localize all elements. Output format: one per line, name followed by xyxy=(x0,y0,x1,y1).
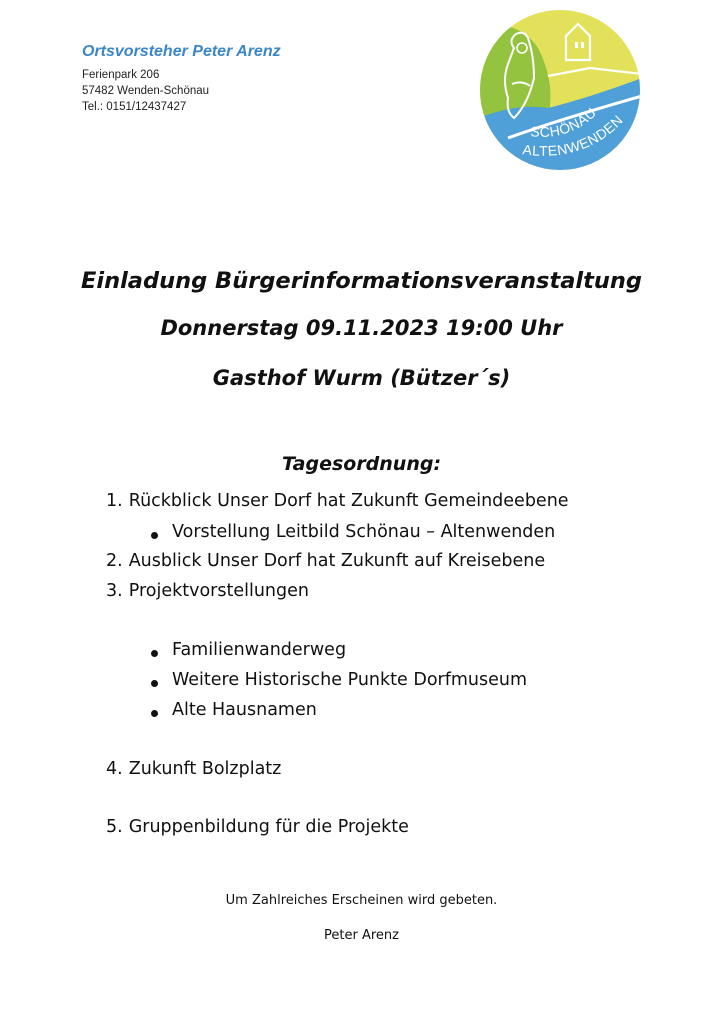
agenda-item-number: 3. xyxy=(106,581,123,601)
logo-text-2: ALTENWENDEN xyxy=(521,111,626,159)
agenda-item-text: Projektvorstellungen xyxy=(128,581,309,601)
bullet-icon xyxy=(151,532,158,539)
invitation-title: Einladung Bürgerinformationsveranstaltung xyxy=(80,268,642,294)
agenda-item-1 xyxy=(106,491,569,511)
closing-request: Um Zahlreiches Erscheinen wird gebeten. xyxy=(225,893,498,908)
agenda-item-number: 2. xyxy=(106,551,123,571)
agenda-item-5 xyxy=(106,817,409,837)
agenda-item-number: 5. xyxy=(106,817,123,837)
agenda-item-text: Gruppenbildung für die Projekte xyxy=(128,817,409,837)
sender-name: Ortsvorsteher Peter Arenz xyxy=(82,43,281,60)
event-venue: Gasthof Wurm (Bützer´s) xyxy=(212,366,511,390)
sender-block xyxy=(82,43,281,115)
agenda-item-text: Rückblick Unser Dorf hat Zukunft Gemeindeebene xyxy=(128,491,569,511)
sender-phone: Tel.: 0151/12437427 xyxy=(82,101,187,113)
agenda-item-text: Zukunft Bolzplatz xyxy=(128,759,282,779)
agenda-item-4 xyxy=(106,759,281,779)
agenda-subitem: Vorstellung Leitbild Schönau – Altenwenden xyxy=(172,522,556,542)
agenda-subitem: Familienwanderweg xyxy=(172,640,347,660)
agenda-item-2 xyxy=(106,551,545,571)
village-logo xyxy=(478,8,642,172)
agenda-item-text: Ausblick Unser Dorf hat Zukunft auf Kreisebene xyxy=(128,551,546,571)
bullet-icon xyxy=(151,650,158,657)
agenda-item-3 xyxy=(106,581,309,601)
agenda-subitem: Alte Hausnamen xyxy=(172,700,317,720)
agenda-heading: Tagesordnung: xyxy=(281,453,442,475)
agenda-subitem: Weitere Historische Punkte Dorfmuseum xyxy=(172,670,528,690)
logo-text-1: SCHÖNAU- xyxy=(529,101,604,140)
event-date: Donnerstag 09.11.2023 19:00 Uhr xyxy=(160,316,563,340)
agenda-item-number: 1. xyxy=(106,491,123,511)
agenda-item-number: 4. xyxy=(106,759,123,779)
sender-city: 57482 Wenden-Schönau xyxy=(82,85,210,97)
sender-street: Ferienpark 206 xyxy=(82,69,160,81)
signature-name: Peter Arenz xyxy=(324,928,399,943)
bullet-icon xyxy=(151,710,158,717)
bullet-icon xyxy=(151,680,158,687)
